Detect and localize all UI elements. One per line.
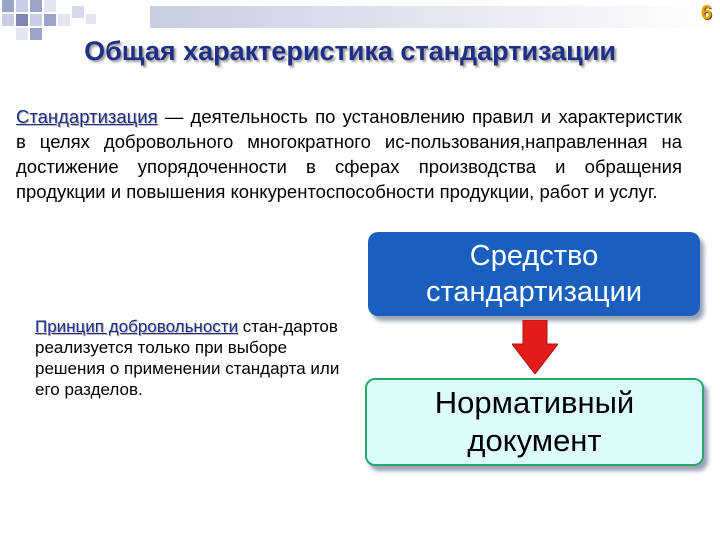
arrow-down-icon (512, 320, 558, 374)
decorative-squares-icon (0, 0, 720, 40)
bottom-box-line2: документ (467, 423, 602, 458)
principle-paragraph (35, 316, 353, 400)
definition-term: Стандартизация (16, 106, 158, 127)
principle-text: стан-дартов реализуется только при выборе решения о применении стандарта или его разделов. (35, 317, 340, 399)
header-decoration (0, 0, 720, 40)
definition-paragraph (16, 104, 682, 204)
page-number: 6 (700, 2, 712, 24)
principle-term: Принцип добровольности (35, 317, 239, 336)
definition-text: — деятельность по установлению правил и характеристик в целях добровольного многократного ис-пользования,направленная на достижение упорядоченности в сферах производства и обращения продукции и повышения конкурентоспособности продукции, работ и услуг. (16, 106, 682, 202)
normative-document-box (365, 378, 704, 466)
page-title: Общая характеристика стандартизации (84, 36, 616, 66)
bottom-box-line1: Нормативный (434, 385, 635, 420)
top-box-line2: стандартизации (425, 276, 643, 308)
top-box-line1: Средство (469, 240, 599, 272)
standardization-tool-box (368, 232, 700, 316)
